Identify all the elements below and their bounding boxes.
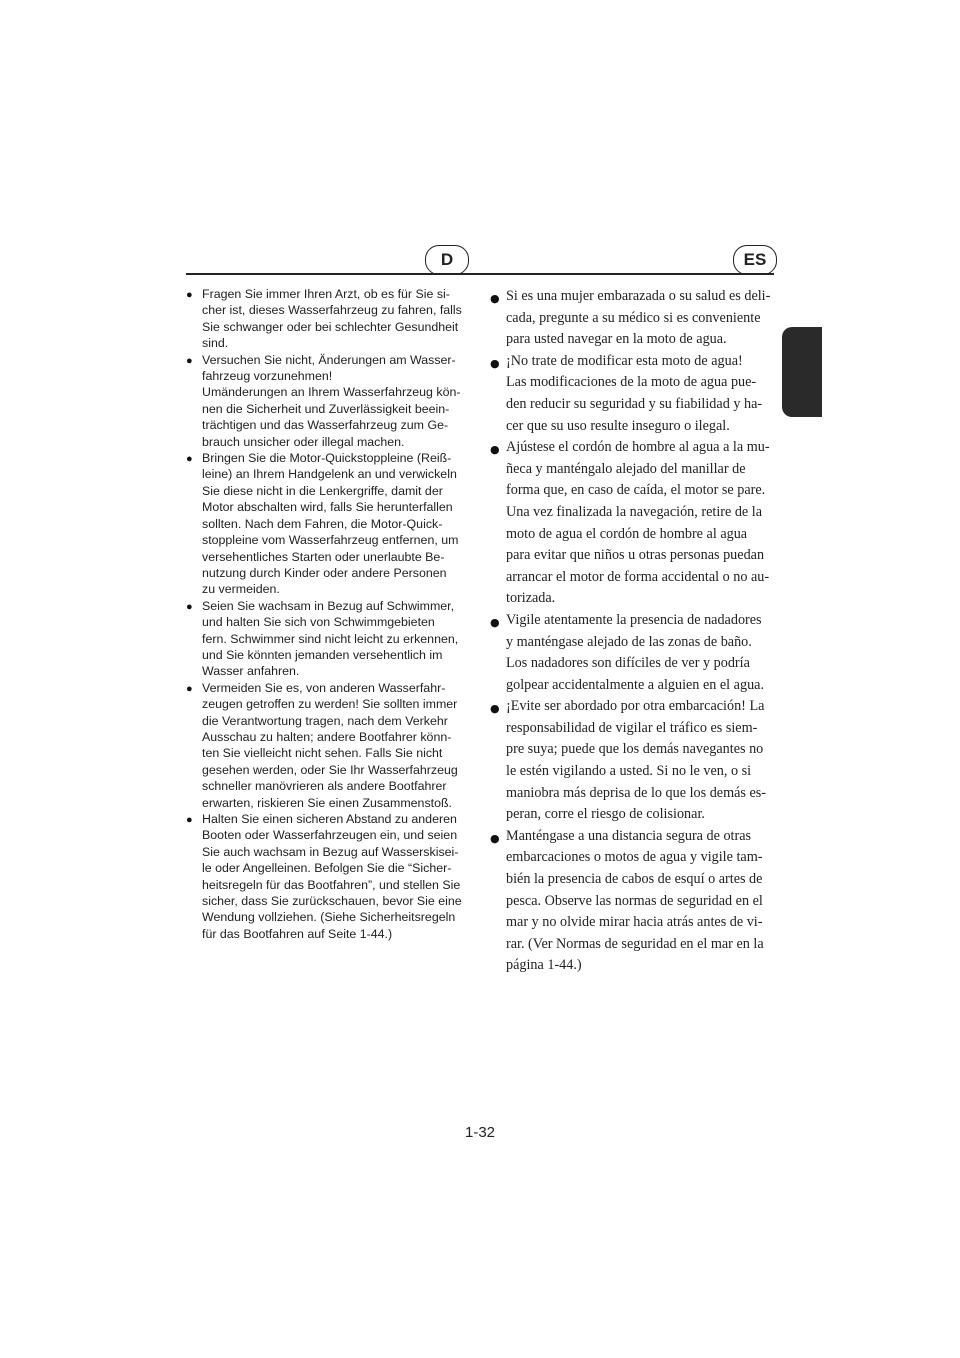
spanish-bullet-text: Vigile atentamente la presencia de nadadores y manténgase alejado de las zonas de baño. Los nadadores son difíciles de ver y podría golpear accidentalmente a alguien en el agua. xyxy=(506,611,765,693)
german-bullet-text: Fragen Sie immer Ihren Arzt, ob es für Sie si- cher ist, dieses Wasserfahrzeug zu fahren, falls Sie schwanger oder bei schlechter Gesundheit sind. xyxy=(202,287,462,351)
spanish-bullet-text: ¡Evite ser abordado por otra embarcación! La responsabilidad de vigilar el tráfico es siem- pre suya; puede que los demás navegantes no le estén vigilando a usted. Si no le ven, o si maniobra más deprisa de lo que los demás es- peran, corre el riesgo de colisionar. xyxy=(506,698,767,823)
bullet-icon: ● xyxy=(490,615,500,629)
spanish-bullet-item xyxy=(490,286,774,351)
spanish-bullet-text: Ajústese el cordón de hombre al agua a la mu- ñeca y manténgalo alejado del manillar de forma que, en caso de caída, el motor se pare. Una vez finalizada la navegación, retire de la moto de agua el cordón de hombre al agua para evitar que niños u otras personas puedan arrancar el motor de forma accidental o no au- torizada. xyxy=(506,439,770,607)
german-bullet-text: Vermeiden Sie es, von anderen Wasserfahr- zeugen getroffen zu werden! Sie sollten immer die Verantwortung tragen, nach dem Verkehr Ausschau zu halten; andere Bootfahrer könn- ten Sie vielleicht nicht sehen. Falls Sie nicht gesehen werden, oder Sie Ihr Wasserfahrzeug schneller manövrieren als andere Bootfahrer erwarten, riskieren Sie einen Zusammenstoß. xyxy=(202,680,458,810)
german-bullet-text: Halten Sie einen sicheren Abstand zu anderen Booten oder Wasserfahrzeugen ein, und seien Sie auch wachsam in Bezug auf Wasserskisei- le oder Angelleinen. Befolgen Sie die “Sicher- heitsregeln für das Bootfahren”, und stellen Sie sicher, dass Sie zurückschauen, bevor Sie eine Wendung vollziehen. (Siehe Sicherheitsregeln für das Bootfahren auf Seite 1-44.) xyxy=(202,812,462,941)
bullet-icon: ● xyxy=(490,443,500,457)
spanish-bullet-text: ¡No trate de modificar esta moto de agua! Las modificaciones de la moto de agua pue- den reducir su seguridad y su fiabilidad y ha- cer que su uso resulte inseguro o ilegal. xyxy=(506,352,763,434)
spanish-bullet-text: Si es una mujer embarazada o su salud es deli- cada, pregunte a su médico si es conveniente para usted navegar en la moto de agua. xyxy=(506,288,771,348)
bullet-icon: ● xyxy=(186,453,193,466)
german-bullet-item xyxy=(186,286,470,352)
bullet-icon: ● xyxy=(186,682,193,695)
spanish-bullet-item xyxy=(490,351,774,437)
spanish-bullet-item xyxy=(490,826,774,977)
german-column xyxy=(186,286,470,942)
header-rule xyxy=(186,273,774,275)
bullet-icon: ● xyxy=(186,289,193,301)
spanish-bullet-item xyxy=(490,610,774,696)
page-number: 1-32 xyxy=(464,1124,496,1141)
german-bullet-text: Bringen Sie die Motor-Quickstoppleine (Reiß- leine) an Ihrem Handgelenk an und verwickeln Sie diese nicht in die Lenkergriffe, damit der Motor abschalten wird, falls Sie herunterfallen sollten. Nach dem Fahren, die Motor-Quick- stoppleine vom Wasserfahrzeug entfernen, um versehentliches Starten oder unerlaubte Be- nutzung durch Kinder oder andere Personen zu vermeiden. xyxy=(202,451,459,597)
german-bullet-item xyxy=(186,450,470,598)
bullet-icon: ● xyxy=(186,600,193,613)
chapter-side-tab xyxy=(782,327,822,417)
german-bullet-text: Versuchen Sie nicht, Änderungen am Wasser- fahrzeug vorzunehmen! Umänderungen an Ihrem Wasserfahrzeug kön- nen die Sicherheit und Zuverlässigkeit beein- trächtigen und das Wasserfahrzeug zum Ge- brauch unsicher oder illegal machen. xyxy=(202,352,461,449)
bullet-icon: ● xyxy=(490,702,500,716)
spanish-column xyxy=(490,286,774,977)
german-bullet-text: Seien Sie wachsam in Bezug auf Schwimmer, und halten Sie sich von Schwimmgebieten fern. Schwimmer sind nicht leicht zu erkennen, und Sie könnten jemanden versehentlich im Wasser anfahren. xyxy=(202,598,459,679)
language-badge-german: D xyxy=(425,245,469,275)
bullet-icon: ● xyxy=(490,356,500,370)
bullet-icon: ● xyxy=(490,831,500,845)
spanish-bullet-item xyxy=(490,437,774,610)
german-bullet-item xyxy=(186,352,470,450)
german-bullet-item xyxy=(186,680,470,811)
bullet-icon: ● xyxy=(186,814,193,826)
german-bullet-item xyxy=(186,811,470,942)
spanish-bullet-text: Manténgase a una distancia segura de otras embarcaciones o motos de agua y vigile tam- bién la presencia de cabos de esquí o artes de pesca. Observe las normas de seguridad en el mar y no olvide mirar hacia atrás antes de vi- rar. (Ver Normas de seguridad en el mar en la página 1-44.) xyxy=(506,827,764,974)
spanish-bullet-item xyxy=(490,696,774,826)
language-badge-spanish: ES xyxy=(733,245,777,275)
german-bullet-item xyxy=(186,598,470,680)
bullet-icon: ● xyxy=(490,292,500,305)
bullet-icon: ● xyxy=(186,354,193,367)
